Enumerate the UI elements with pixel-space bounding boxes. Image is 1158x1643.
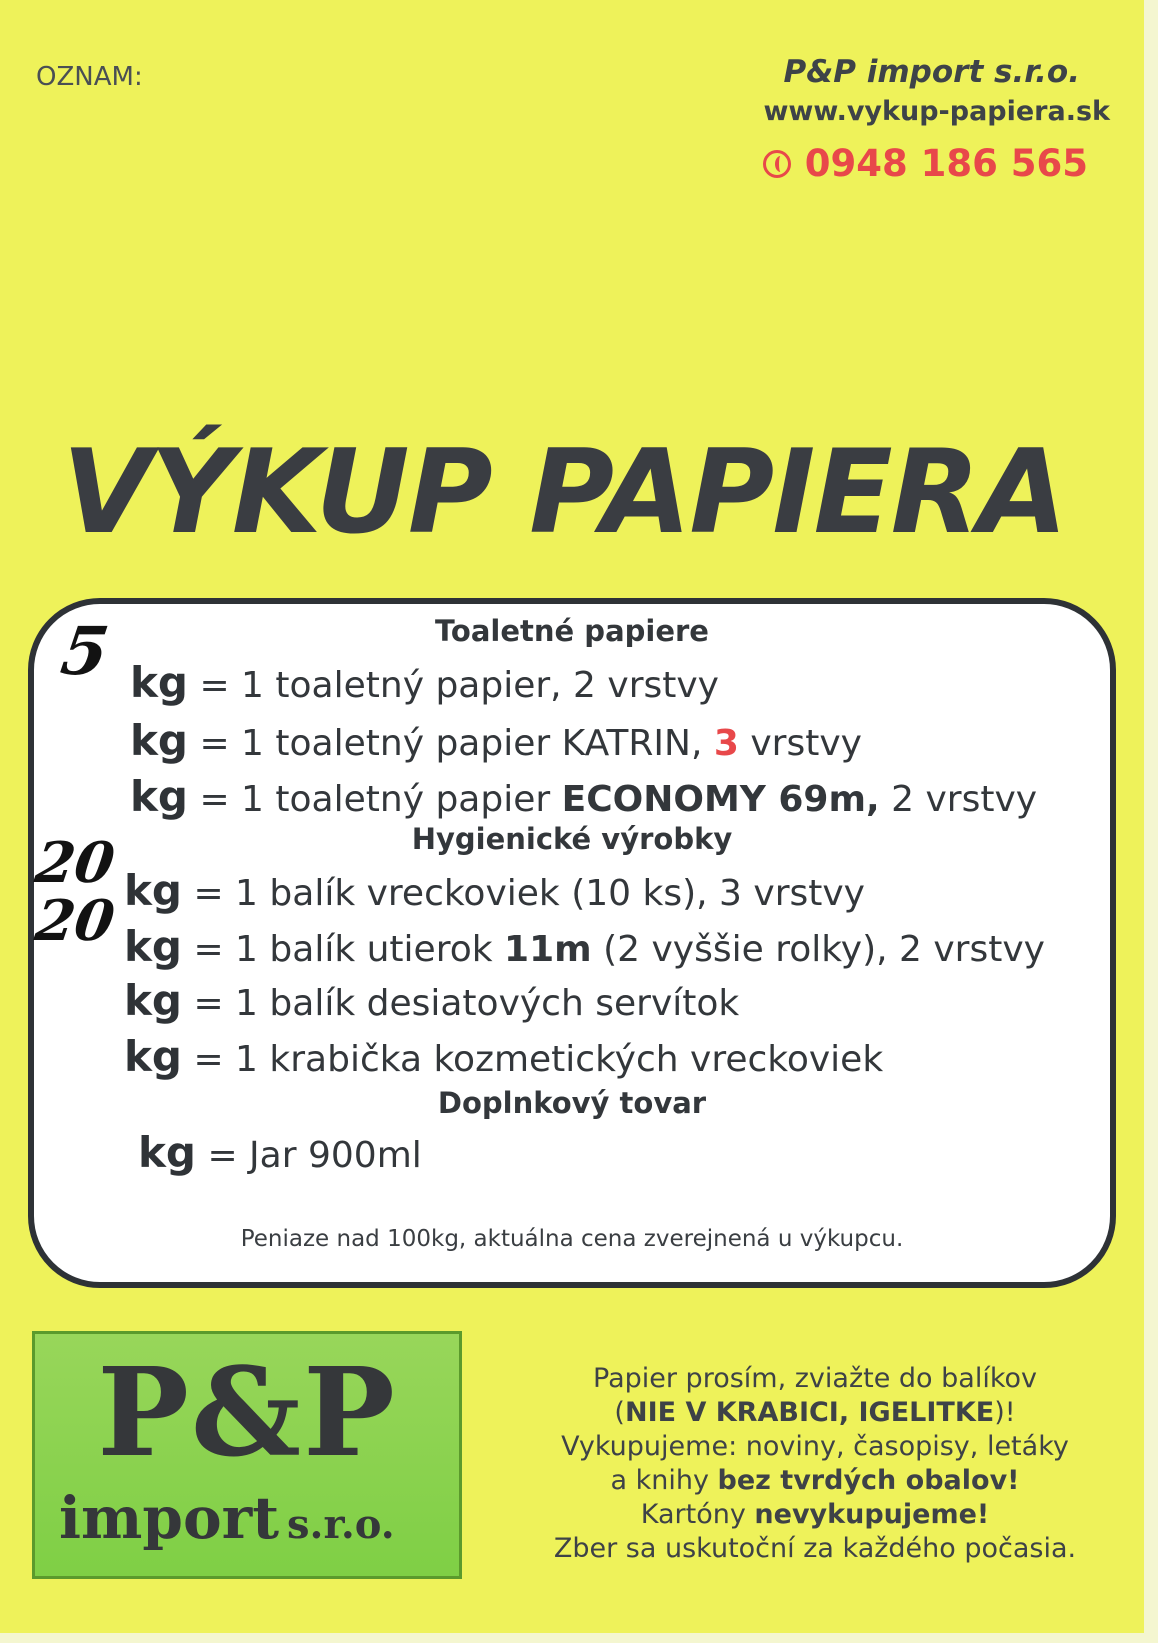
offer-text: = 1 toaletný papier — [199, 779, 562, 820]
handwritten-amount: 5 — [56, 612, 114, 690]
instruction-text: ( — [614, 1397, 625, 1428]
offer-text: = 1 balík utierok — [193, 929, 505, 970]
offer-row — [124, 866, 865, 915]
offer-text: = 1 krabička kozmetických vreckoviek — [193, 1039, 884, 1080]
instruction-line: Vykupujeme: noviny, časopisy, letáky — [561, 1431, 1069, 1462]
handwritten-amount: 20 — [31, 888, 119, 954]
company-logo — [32, 1331, 462, 1579]
highlight-value: 3 — [713, 723, 739, 764]
instruction-text: a knihy — [610, 1465, 718, 1496]
handwritten-amount: 20 — [31, 830, 119, 896]
phone-number[interactable] — [763, 142, 1088, 185]
offer-box — [28, 598, 1116, 1288]
notice-label: OZNAM: — [36, 62, 143, 92]
offer-row — [130, 658, 719, 707]
logo-suffix: s.r.o. — [287, 1501, 395, 1548]
unit-kg: kg — [130, 658, 188, 707]
unit-kg: kg — [130, 772, 188, 821]
unit-kg: kg — [124, 922, 182, 971]
instructions — [490, 1362, 1140, 1566]
offer-suffix: vrstvy — [738, 723, 862, 764]
website-link[interactable]: www.vykup-papiera.sk — [763, 96, 1110, 127]
offer-row — [130, 772, 1037, 821]
unit-kg: kg — [124, 866, 182, 915]
logo-subtitle — [59, 1484, 395, 1552]
logo-mark: P&P — [97, 1340, 397, 1484]
instruction-line: Zber sa uskutoční za každého počasia. — [553, 1533, 1077, 1564]
offer-text: = 1 balík vreckoviek (10 ks), 3 vrstvy — [193, 873, 865, 914]
phone-number-text: 0948 186 565 — [804, 142, 1088, 185]
unit-kg: kg — [130, 716, 188, 765]
offer-row — [138, 1128, 422, 1177]
instruction-line — [490, 1498, 1140, 1532]
page-title: VÝKUP PAPIERA — [62, 425, 1066, 560]
offer-text: = 1 balík desiatových servítok — [193, 983, 740, 1024]
offer-row — [124, 976, 739, 1025]
company-name: P&P import s.r.o. — [783, 54, 1080, 90]
unit-kg: kg — [124, 1032, 182, 1081]
offer-bold: 11m — [504, 929, 592, 970]
instruction-line — [490, 1464, 1140, 1498]
section-heading-hygiene: Hygienické výrobky — [411, 822, 733, 856]
section-heading-toilet-paper: Toaletné papiere — [435, 614, 709, 648]
instruction-bold: NIE V KRABICI, IGELITKE — [624, 1397, 995, 1428]
instruction-line — [490, 1396, 1140, 1430]
page-edge-right — [1144, 0, 1158, 1643]
logo-word: import — [59, 1484, 279, 1552]
offer-suffix: 2 vrstvy — [879, 779, 1038, 820]
instruction-bold: nevykupujeme! — [754, 1499, 990, 1530]
offer-text: = Jar 900ml — [207, 1135, 422, 1176]
unit-kg: kg — [124, 976, 182, 1025]
section-heading-extras: Doplnkový tovar — [437, 1086, 707, 1120]
offer-text: = 1 toaletný papier KATRIN, — [199, 723, 714, 764]
instruction-text: Kartóny — [640, 1499, 755, 1530]
instruction-text: )! — [994, 1397, 1016, 1428]
offer-suffix: (2 vyššie rolky), 2 vrstvy — [591, 929, 1045, 970]
price-footnote: Peniaze nad 100kg, aktuálna cena zverejnená u výkupcu. — [240, 1226, 904, 1252]
offer-row — [124, 922, 1045, 971]
unit-kg: kg — [138, 1128, 196, 1177]
offer-row — [124, 1032, 883, 1081]
offer-row — [130, 716, 862, 765]
offer-bold: ECONOMY 69m, — [561, 779, 880, 820]
page-edge-bottom — [0, 1633, 1158, 1643]
offer-text: = 1 toaletný papier, 2 vrstvy — [199, 665, 719, 706]
phone-handset-icon — [763, 150, 791, 178]
instruction-line: Papier prosím, zviažte do balíkov — [593, 1363, 1037, 1394]
instruction-bold: bez tvrdých obalov! — [717, 1465, 1020, 1496]
